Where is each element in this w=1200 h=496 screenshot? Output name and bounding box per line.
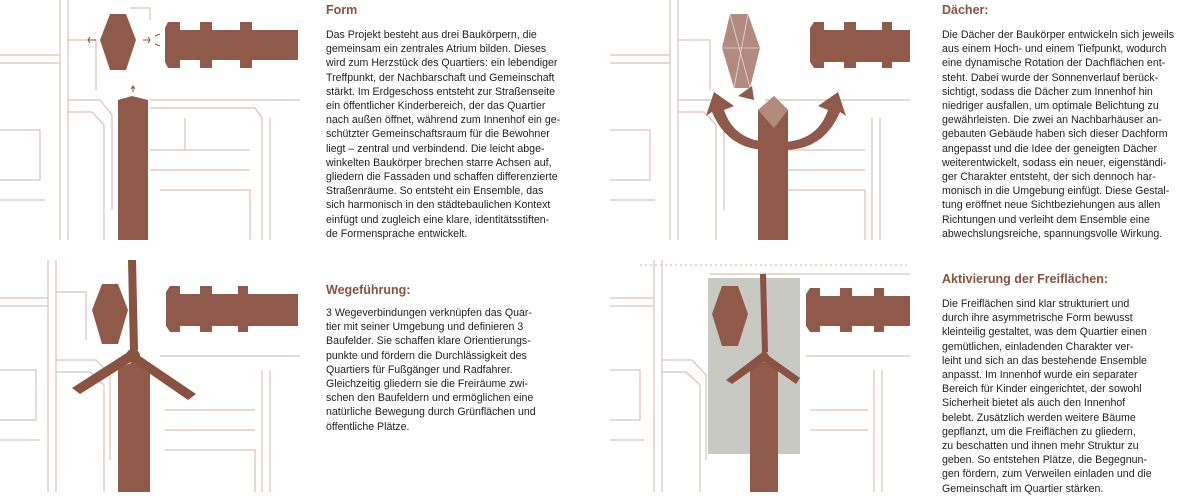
text-line: kleinteilig gestaltet, was dem Quartier einen [942,326,1147,339]
text-line: steht. Dabei wurde der Sonnenverlauf berück- [942,71,1159,84]
text-line: ein öffentlicher Kinderbereich, der das Quartier [326,100,546,113]
panel-open-spaces-text [942,297,1152,496]
text-line: ger Charakter entsteht, der sich dennoch har- [942,171,1156,184]
building-east [165,22,298,68]
buildings [92,284,298,492]
site-plan-form [0,0,306,246]
text-line: winkelten Baukörper brechen starre Achsen auf, [326,156,552,169]
text-line: nach außen öffnet, während zum Innenhof ein ge- [326,114,561,127]
building-south [118,96,148,240]
text-line: geben. So entstehen Plätze, die Begegnun- [942,454,1147,467]
building-south [750,362,778,492]
text-line: Gemeinschaft im Quartier stärken. [942,482,1104,495]
text-line: gebauten Gebäude haben sich dieser Dachform [942,128,1168,141]
text-line: tier mit seiner Umgebung und definieren 3 [326,321,524,334]
site-plan-open-spaces-drawing [610,260,920,492]
rotation-arrow-right [784,92,846,150]
path-north [128,260,138,352]
panel-roofs [600,0,1200,246]
text-line: Bereich für Kinder eingerichtet, der sowohl [942,383,1142,396]
text-line: wird zum Herzstück des Quartiers: ein lebendiger [326,57,558,70]
panel-form [0,0,600,246]
roof-buildings [722,14,910,240]
text-line: anpasst. Im Innenhof wurde ein separater [942,369,1138,382]
text-line: natürliche Bewegung durch Grünflächen und [326,406,536,419]
rotation-arrow-top [738,86,754,100]
text-line: Gleichzeitig gliedern sie die Freiräume zwi- [326,378,528,391]
text-line: Quartiers für Fußgänger und Radfahrer. [326,363,513,376]
text-line: sichtigt, sodass die Dächer zum Innenhof hin [942,85,1153,98]
text-line: durch ihre asymmetrische Form bewusst [942,312,1133,325]
building-east [166,286,298,332]
site-plan-paths [0,260,306,492]
text-line: eine dynamische Rotation der Dachflächen ent- [942,57,1166,70]
roof-east [810,22,910,68]
site-plan-roofs-drawing [610,0,920,246]
text-line: angepasst und die Idee der geneigten Dächer [942,142,1157,155]
text-line: aus einem Hoch- und einem Tiefpunkt, wodurch [942,43,1167,56]
site-plan-form-drawing [0,0,306,246]
text-line: schen den Baufeldern und ermöglichen eine [326,392,534,405]
text-line: de Formensprache entwickelt. [326,227,468,240]
building-east [806,288,910,332]
text-line: Das Projekt besteht aus drei Baukörpern, die [326,29,537,41]
text-line: Sicherheit bietet als auch den Innenhof [942,397,1126,410]
text-line: Baufelder. Sie schaffen klare Orientierungs- [326,335,531,348]
text-line: Treffpunkt, der Nachbarschaft und Gemeinschaft [326,71,555,84]
panel-paths [0,246,600,492]
text-line: weiterentwickelt, sodass ein neuer, eigenständi- [942,156,1167,169]
text-line: schützter Gemeinschaftsraum für die Bewohner [326,128,550,141]
site-plan-roofs [610,0,920,246]
site-plan-paths-drawing [0,260,306,492]
panel-form-heading: Form [326,3,358,17]
text-line: tung eröffnet neue Sichtbeziehungen aus allen [942,199,1161,212]
panel-paths-heading: Wegeführung: [326,283,411,297]
text-line: gliedern die Fassaden und schaffen differenzierte [326,171,558,184]
building-west [92,284,128,344]
building-west [100,14,136,70]
panel-form-text [326,28,560,241]
text-line: einfügt und zugleich eine klare, identitätsstiften- [326,213,550,226]
text-line: leiht und sich an das bestehende Ensemble [942,354,1147,367]
text-line: gewährleisten. Die zwei an Nachbarhäuser an- [942,114,1162,127]
text-line: 3 Wegeverbindungen verknüpfen das Quar- [326,307,532,319]
text-line: stärkt. Im Erdgeschoss entsteht zur Straßenseite [326,85,556,98]
text-line: belebt. Zusätzlich werden weitere Bäume [942,411,1136,424]
text-line: gemeinsam ein zentrales Atrium bilden. Dieses [326,43,547,56]
text-line: punkte und fördern die Durchlässigkeit des [326,349,527,362]
text-line: Die Freiflächen sind klar strukturiert und [942,298,1130,310]
building-south [118,362,150,492]
text-line: abwechslungsreiche, spannungsvolle Wirkung. [942,227,1163,240]
text-line: monisch in die Umgebung einfügt. Diese Gestal- [942,185,1170,198]
buildings [100,14,298,240]
text-line: niedriger ausfallen, um optimale Belichtung zu [942,100,1159,113]
text-line: liegt – zentral und verbindend. Die leicht abge- [326,142,545,155]
text-line: gen fördern, zum Verweilen einladen und die [942,468,1152,481]
panel-open-spaces [600,246,1200,495]
text-line: öffentliche Plätze. [326,420,410,433]
text-line: gemütlichen, einladenden Charakter ver- [942,340,1134,353]
text-line: sich harmonisch in den städtebaulichen Kontext [326,199,551,212]
text-line: Straßenräume. So entsteht ein Ensemble, das [326,185,544,198]
panel-open-spaces-heading: Aktivierung der Freiflächen: [942,272,1109,286]
panel-roofs-heading: Dächer: [942,3,989,17]
text-line: Richtungen und verleiht dem Ensemble eine [942,213,1150,226]
text-line: gepflanzt, um die Freiflächen zu gliedern, [942,425,1136,438]
site-plan-open-spaces [610,260,920,492]
text-line: zu beschatten und ihnen mehr Struktur zu [942,440,1139,453]
text-line: Die Dächer der Baukörper entwickeln sich jeweils [942,29,1174,41]
panel-roofs-text [942,28,1174,241]
panel-paths-text [326,306,536,434]
